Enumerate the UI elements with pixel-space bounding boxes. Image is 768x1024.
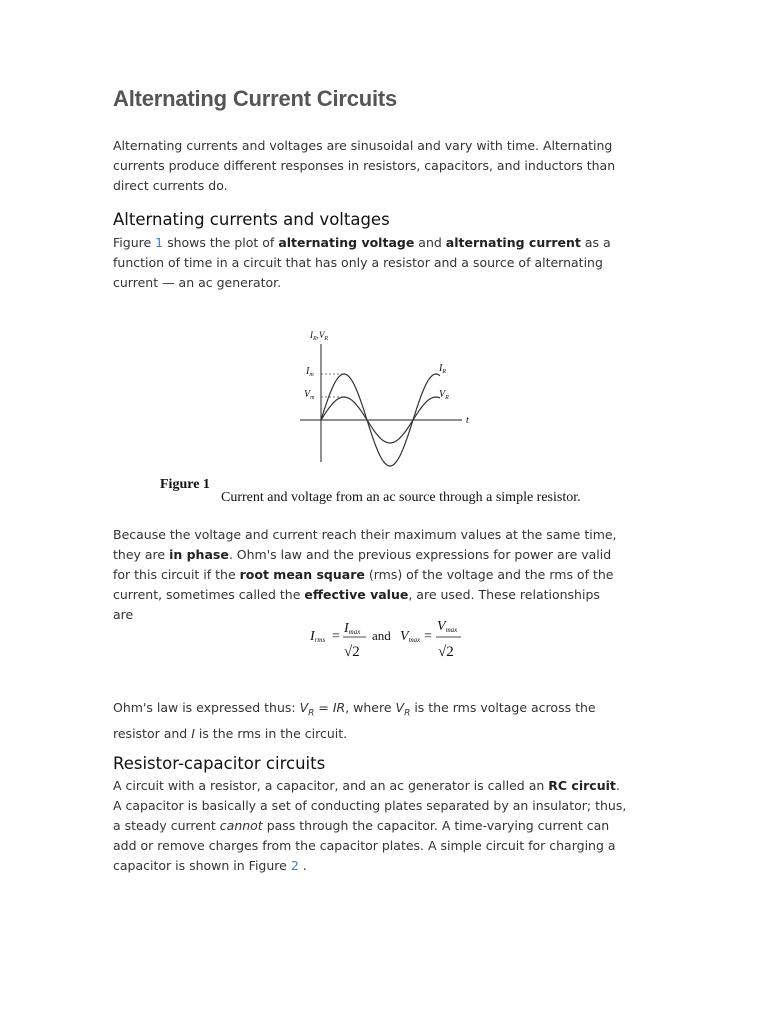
figure-1-link[interactable]: 1 [155, 235, 164, 250]
text-line: function of time in a circuit that has only a resistor and a source of alternating [113, 255, 603, 270]
text-line [113, 856, 658, 876]
text-span: Ohm's law is expressed thus: [113, 700, 300, 715]
eq-equals-1: = [332, 629, 340, 644]
t-label: t [466, 415, 469, 426]
text-span: . Ohm's law and the previous expressions for power are valid [228, 547, 612, 562]
text-line [113, 698, 658, 724]
term-rms: root mean square [239, 567, 365, 582]
eq-num1: Imax [344, 621, 361, 636]
figure-1-plot [290, 322, 480, 472]
eq-den1: √2 [344, 644, 360, 660]
section1-paragraph [113, 233, 658, 293]
term-alternating-current: alternating current [445, 235, 581, 250]
figure-label: Figure 1 [160, 477, 210, 492]
text-line [113, 724, 658, 744]
text-line: Because the voltage and current reach their maximum values at the same time, [113, 527, 617, 542]
text-span: current, sometimes called the [113, 587, 305, 602]
intro-paragraph [113, 136, 658, 196]
vm-label: $V_m$ [304, 389, 315, 401]
text-line: current — an ac generator. [113, 275, 282, 290]
text-span: . [615, 778, 620, 793]
symbol-vr: $V_R$ [395, 700, 411, 719]
eq-and: and [372, 628, 391, 643]
vr-label: $V_R$ [439, 389, 449, 401]
eq-lhs2: Vmax [400, 629, 421, 644]
text-span: , where [345, 700, 396, 715]
text-span: resistor and [113, 725, 192, 741]
text-span: capacitor is shown in Figure [113, 858, 291, 873]
intro-line: currents produce different responses in resistors, capacitors, and inductors than [113, 158, 616, 173]
figure-caption: Current and voltage from an ac source through a simple resistor. [221, 490, 581, 505]
rms-equation [308, 616, 468, 664]
axis-title: $I_R,V_R$ [310, 330, 329, 342]
ohm-paragraph [113, 698, 658, 744]
text-span: . [298, 858, 307, 873]
symbol-i: I [191, 725, 195, 741]
text-span: shows the plot of [163, 235, 279, 250]
text-span: (rms) of the voltage and the rms of the [364, 567, 614, 582]
text-line [113, 233, 658, 253]
text-span: and [414, 235, 446, 250]
text-line [113, 776, 658, 796]
section1-paragraph-2 [113, 525, 658, 625]
symbol-ir: IR [332, 700, 346, 715]
text-line: A capacitor is basically a set of conducting plates separated by an insulator; thus, [113, 798, 627, 813]
text-span: a steady current [113, 818, 220, 833]
text-line [113, 816, 658, 836]
eq-num2: Vmax [437, 619, 458, 634]
text-span: as a [580, 235, 611, 250]
eq-equals-2: = [424, 629, 432, 644]
figure-2-link[interactable]: 2 [290, 858, 299, 873]
term-alternating-voltage: alternating voltage [278, 235, 415, 250]
text-line: add or remove charges from the capacitor plates. A simple circuit for charging a [113, 838, 616, 853]
ir-label: $I_R$ [439, 363, 447, 375]
text-span: pass through the capacitor. A time-varying current can [262, 818, 610, 833]
text-span: , are used. These relationships [408, 587, 600, 602]
section2-paragraph [113, 776, 658, 876]
section-heading-rc: Resistor-capacitor circuits [113, 754, 326, 773]
eq-lhs1: Irms [310, 629, 326, 644]
im-label: $I_m$ [306, 366, 314, 378]
text-span: A circuit with a resistor, a capacitor, and an ac generator is called an [113, 778, 549, 793]
term-effective-value: effective value [304, 587, 409, 602]
text-span: is the rms in the circuit. [194, 725, 348, 741]
text-span: = [314, 700, 333, 715]
text-span: they are [113, 547, 170, 562]
text-line [113, 585, 658, 605]
intro-line: Alternating currents and voltages are sinusoidal and vary with time. Alternating [113, 138, 613, 153]
text-line [113, 565, 658, 585]
emphasis-cannot: cannot [219, 818, 263, 833]
section-heading-ac: Alternating currents and voltages [113, 210, 390, 229]
term-in-phase: in phase [169, 547, 229, 562]
intro-line: direct currents do. [113, 178, 228, 193]
text-line: are [113, 607, 134, 622]
eq-den2: √2 [438, 644, 454, 660]
text-span: is the rms voltage across the [410, 700, 596, 715]
term-rc-circuit: RC circuit [548, 778, 616, 793]
text-span: Figure [113, 235, 156, 250]
text-line [113, 545, 658, 565]
page-title: Alternating Current Circuits [113, 86, 398, 111]
text-span: for this circuit if the [113, 567, 240, 582]
symbol-vr: $V_R$ [299, 700, 315, 719]
